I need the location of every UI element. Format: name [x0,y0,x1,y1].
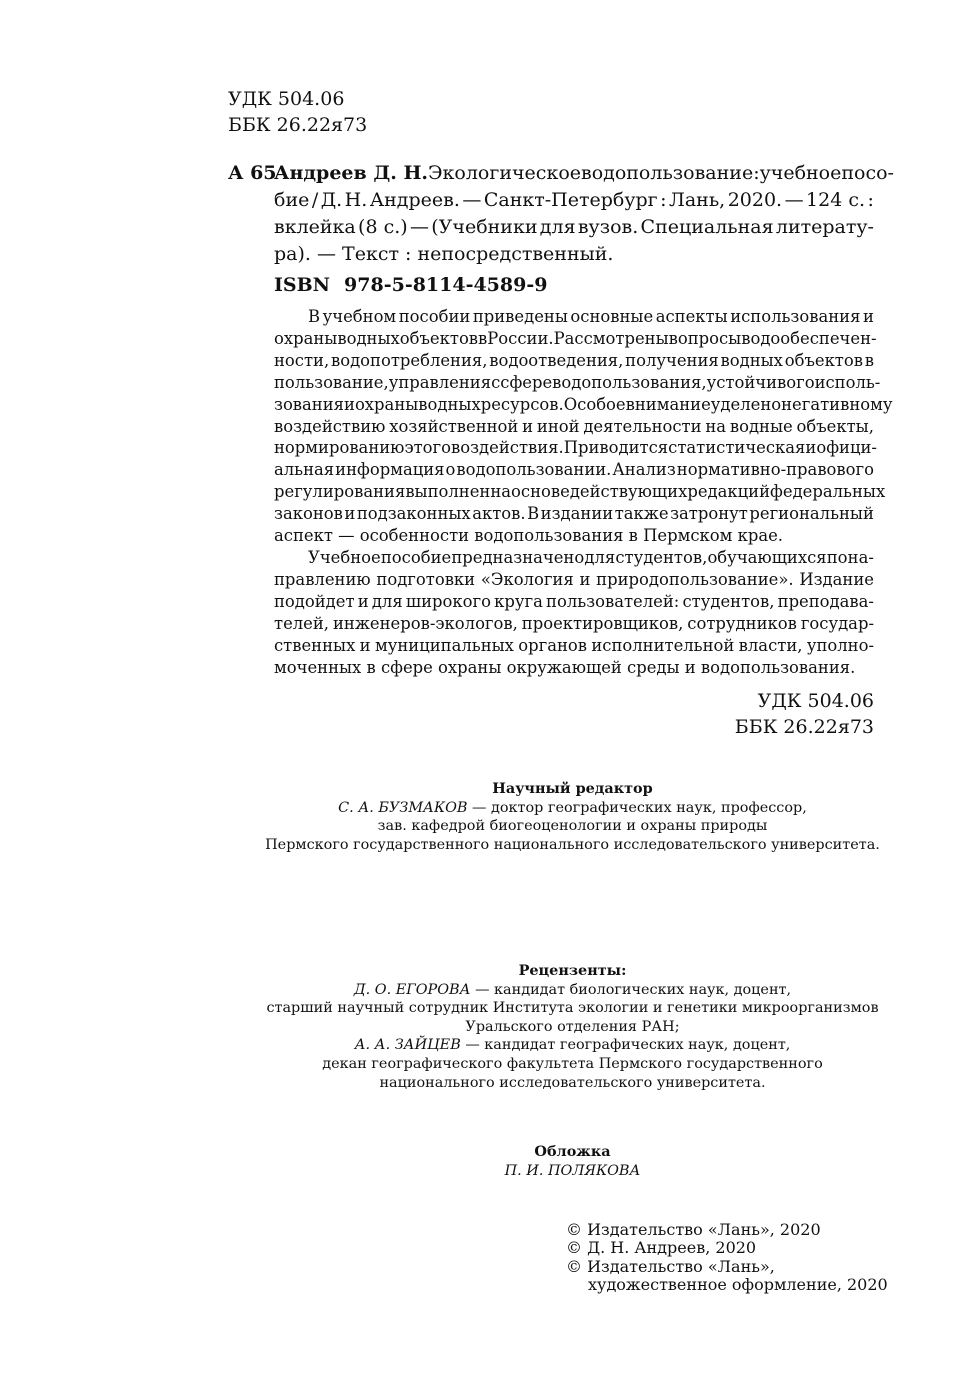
reviewer-name: А. А. ЗАЙЦЕВ [354,1037,461,1054]
scientific-editor-affiliation: Пермского государственного национального исследовательского университета. [265,836,880,853]
abstract-word: пользователей: [546,591,680,611]
abstract-word: Анализ [612,460,676,480]
reviewer-position: старший научный сотрудник Института экологии и генетики микроорганизмов [266,1000,879,1017]
abstract-line [274,459,874,481]
abstract-word: пособие [380,547,452,567]
abstract-word: на [705,416,727,436]
abstract-word: статистическая [668,438,806,458]
abstract-word: водных [337,328,400,348]
classification-codes-top [228,86,367,138]
abstract-word: предназначено [451,547,585,567]
abstract-word: для [371,591,403,611]
biblio-word: : [753,162,760,184]
author-mark: А 65 [228,162,277,184]
abstract-word: студентов, [682,591,775,611]
abstract-word: региональный [749,504,874,524]
abstract-word: вопросы [668,328,742,348]
abstract-word: на [490,482,512,502]
abstract-word: широкого [405,591,491,611]
abstract-word: обучающихся [707,547,827,567]
biblio-word: вклейка [274,216,356,238]
biblio-line [274,187,874,214]
abstract-line [274,306,874,328]
abstract-word: подзаконных [356,504,471,524]
abstract-word: водных [720,350,783,370]
scientific-editor-position: зав. кафедрой биогеоценологии и охраны природы [377,818,768,835]
abstract-word: устойчивого [706,372,815,392]
biblio-word: / [311,189,319,211]
abstract-line [274,350,874,372]
abstract-word: и [357,591,369,611]
abstract-line [274,481,886,503]
abstract-word: зования [274,394,344,414]
scientific-editor-block [250,780,895,854]
abstract-word: издании [540,504,614,524]
abstract-word: круга [494,591,543,611]
reviewers-heading: Рецензенты: [518,962,627,979]
biblio-word: — [409,216,429,238]
abstract-line [274,328,877,350]
abstract-line [274,394,893,416]
abstract-word: в [478,328,488,348]
abstract-word: водообеспечен- [741,328,877,348]
biblio-line [274,214,874,241]
abstract-word: пользование, [274,372,389,392]
abstract-word: инженеров-экологов, [332,613,518,633]
abstract-word: для [584,547,616,567]
scientific-editor-line [250,799,895,818]
abstract-word: водных [418,394,481,414]
scientific-editor-title: — доктор географических наук, профессор, [467,799,807,816]
isbn-value: 978-5-8114-4589-9 [344,274,548,296]
abstract-word: по [826,547,848,567]
abstract-word: получения [625,350,719,370]
abstract-word: и [579,569,591,589]
abstract-word: В [527,504,540,524]
abstract-word: законов [274,504,343,524]
abstract-word: хозяйственной [389,416,519,436]
abstract-word: России. [487,328,554,348]
copyright-line: художественное оформление, 2020 [588,1275,888,1295]
abstract-line: моченных в сфере охраны окружающей среды и водопользования. [274,657,856,677]
biblio-word: 124 с. [806,189,866,211]
abstract-word: деятельности [583,416,702,436]
abstract-word: охраны [274,328,338,348]
abstract-word: в [864,350,874,370]
abstract-word: Особое [563,394,626,414]
reviewers-block [250,962,895,1092]
abstract-word: ресурсов. [480,394,564,414]
reviewer-affiliation: Уральского отделения РАН; [465,1018,680,1035]
biblio-line [274,160,894,187]
abstract-word: проектировщиков, [521,613,684,633]
abstract-word: воздействия. [451,438,564,458]
reviewer-affiliation: национального исследовательского университета. [379,1074,766,1091]
abstract-word: редакций [687,482,771,502]
abstract-word: также [614,504,669,524]
scientific-editor-heading: Научный редактор [492,780,653,797]
abstract-word: охраны [354,394,419,414]
cover-designer-block [250,1143,895,1180]
isbn [274,272,547,298]
abstract-word: пособии [398,307,471,326]
abstract [274,306,893,678]
abstract-word: государ- [800,613,874,633]
biblio-word: Д. [320,189,343,211]
biblio-word: : [660,189,667,211]
biblio-word: — [784,189,804,211]
biblio-word: водопользование [581,162,754,184]
biblio-word: для [539,216,576,238]
udk-code: УДК 504.06 [228,88,345,110]
reviewer-name: Д. О. ЕГОРОВА [353,981,471,998]
abstract-word: водопользования, [552,372,707,392]
isbn-label: ISBN [274,274,331,296]
abstract-word: основные [570,307,654,326]
abstract-word: воздействию [274,416,386,436]
abstract-line [274,416,874,438]
abstract-word: и [522,416,534,436]
abstract-word: объектов [399,328,479,348]
abstract-word: актов. [472,504,526,524]
biblio-line: ра). — Текст : непосредственный. [274,243,614,265]
copyright-line: © Д. Н. Андреев, 2020 [566,1238,757,1258]
abstract-word: аспекты [655,307,728,326]
abstract-word: студентов, [615,547,708,567]
abstract-word: сотрудников [687,613,797,633]
biblio-word: Экологическое [428,162,581,184]
biblio-word: учебное [759,162,842,184]
abstract-word: водоотведения, [489,350,624,370]
abstract-word: альная [274,460,335,480]
abstract-line: аспект — особенности водопользования в Пермском крае. [274,526,784,546]
reviewer-line [250,1036,895,1055]
abstract-word: учебном [322,307,397,326]
cover-designer-name: П. И. ПОЛЯКОВА [504,1162,641,1179]
copyright-line: © Издательство «Лань», 2020 [566,1220,821,1239]
abstract-word: Приводится [563,438,669,458]
abstract-word: объекты, [796,416,874,436]
abstract-line [274,635,874,657]
abstract-word: природопользование». [596,569,794,589]
abstract-line [274,569,874,591]
abstract-word: и [359,635,371,655]
author-name: Андреев Д. Н. [274,162,429,184]
abstract-word: управления [388,372,492,392]
biblio-word: литерату- [775,216,874,238]
abstract-word: подойдет [274,591,355,611]
abstract-word: затронут [670,504,748,524]
biblio-word: Лань, [668,189,726,211]
abstract-word: регулирования [274,482,406,502]
biblio-word: (8 с.) [358,216,408,238]
abstract-word: водопотребления, [330,350,488,370]
abstract-word: действующих [569,482,688,502]
abstract-word: Учебное [308,547,381,567]
abstract-word: уполно- [806,635,874,655]
abstract-word: правлению [274,569,371,589]
abstract-word: Рассмотрены [553,328,669,348]
abstract-word: водные [729,416,793,436]
abstract-word: «Экология [480,569,574,589]
abstract-line [274,547,874,569]
abstract-word: информация [335,460,445,480]
biblio-word: вузов. [577,216,639,238]
abstract-line [274,503,874,525]
abstract-word: и [862,307,874,326]
abstract-line [274,372,881,394]
biblio-word: Специальная [640,216,774,238]
scientific-editor-name: С. А. БУЗМАКОВ [338,799,468,816]
abstract-word: водопользовании. [456,460,612,480]
biblio-word: (Учебники [431,216,538,238]
copyright-line: © Издательство «Лань», [566,1256,775,1276]
reviewer-degree: — кандидат биологических наук, доцент, [470,981,792,998]
abstract-word: уделено [710,394,782,414]
abstract-word: использования [730,307,861,326]
abstract-word: о [445,460,456,480]
abstract-word: органов [518,635,587,655]
abstract-line [274,591,874,613]
biblio-word: Н. [344,189,368,211]
bbk-code: ББК 26.22я73 [734,716,874,738]
abstract-word: сфере [500,372,553,392]
abstract-word: внимание [625,394,711,414]
abstract-line [274,437,877,459]
abstract-word: с [491,372,501,392]
copyright-block [566,1221,888,1295]
bibliographic-record [274,160,894,268]
biblio-word: : [867,189,874,211]
abstract-word: и [344,394,355,414]
abstract-word: преподава- [777,591,874,611]
abstract-word: иной [536,416,580,436]
udk-code: УДК 504.06 [757,690,874,712]
abstract-line [274,613,874,635]
reviewer-line [250,981,895,1000]
abstract-word: подготовки [376,569,476,589]
abstract-word: телей, [274,613,330,633]
bbk-code: ББК 26.22я73 [228,114,368,136]
abstract-word: нормированию [274,438,405,458]
abstract-word: на- [847,547,874,567]
abstract-word: офици- [816,438,877,458]
biblio-word: Санкт-Петербург [483,189,658,211]
biblio-word: 2020. [727,189,783,211]
abstract-word: муниципальных [374,635,514,655]
abstract-word: исполь- [814,372,881,392]
biblio-word: посо- [841,162,894,184]
abstract-word: и [805,438,817,458]
reviewer-degree: — кандидат географических наук, доцент, [460,1037,791,1054]
abstract-word: ности, [274,350,330,370]
abstract-word: исполнительной [591,635,735,655]
abstract-word: этого [404,438,452,458]
biblio-word: бие [274,189,310,211]
abstract-word: В [308,307,321,326]
abstract-word: Издание [799,569,874,589]
abstract-word: нормативно-правового [676,460,874,480]
abstract-word: основе [511,482,570,502]
abstract-word: выполнен [405,482,491,502]
cover-heading: Обложка [534,1143,611,1160]
abstract-word: приведены [472,307,568,326]
classification-codes-bottom [735,688,874,740]
abstract-word: ственных [274,635,356,655]
abstract-word: федеральных [770,482,886,502]
abstract-word: власти, [738,635,803,655]
reviewer-position: декан географического факультета Пермского государственного [322,1055,823,1072]
abstract-word: и [344,504,356,524]
abstract-word: объектов [784,350,863,370]
abstract-word: негативному [781,394,893,414]
biblio-word: Андреев. [369,189,460,211]
biblio-word: — [462,189,482,211]
